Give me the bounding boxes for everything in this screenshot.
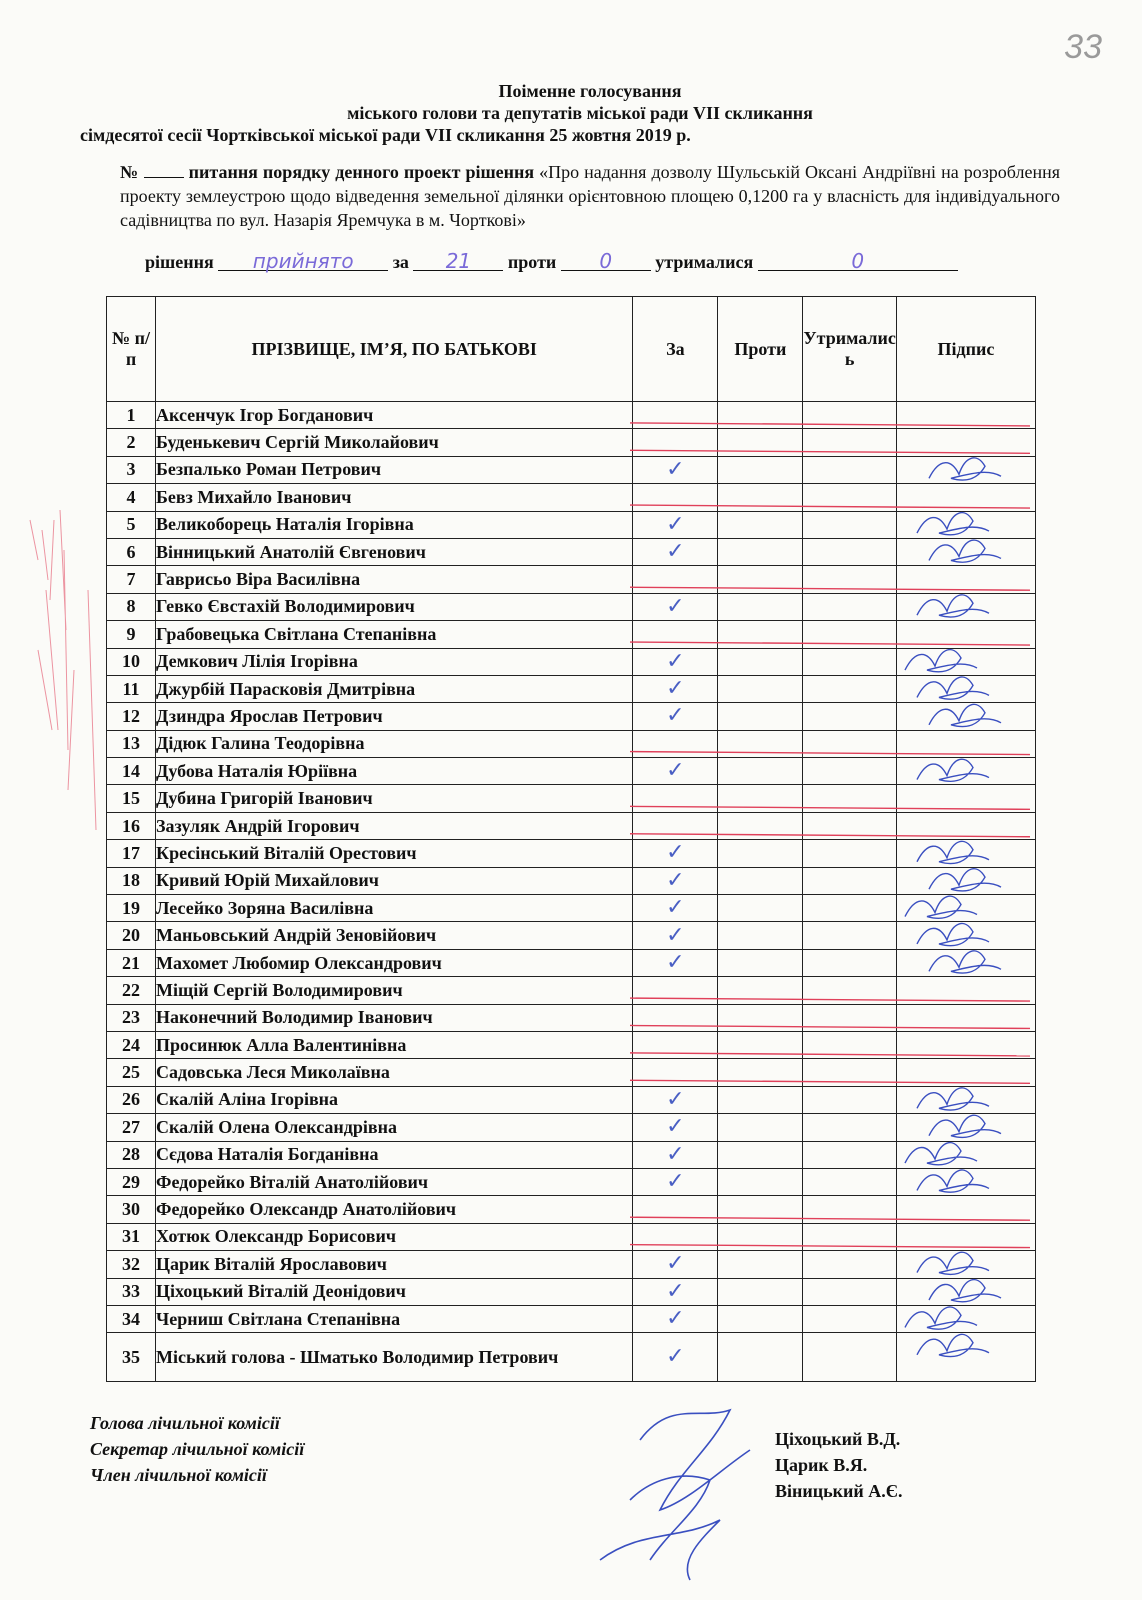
row-num: 7	[107, 566, 156, 593]
row-yes-mark: ✓	[633, 922, 718, 949]
row-name: Міщій Сергій Володимирович	[156, 977, 633, 1004]
decision-label: рішення	[145, 252, 214, 272]
row-name: Грабовецька Світлана Степанівна	[156, 621, 633, 648]
row-name: Бевз Михайло Іванович	[156, 484, 633, 511]
row-name: Дубина Григорій Іванович	[156, 785, 633, 812]
header-line-3: сімдесятої сесії Чортківської міської ради VII скликання 25 жовтня 2019 р.	[80, 125, 691, 145]
row-num: 8	[107, 593, 156, 620]
row-name: Дзиндра Ярослав Петрович	[156, 703, 633, 730]
member-signature	[929, 458, 1001, 480]
row-yes-mark: ✓	[633, 1251, 718, 1278]
row-yes-mark: ✓	[633, 895, 718, 922]
row-name: Скалій Олена Олександрівна	[156, 1114, 633, 1141]
row-yes-mark: ✓	[633, 675, 718, 702]
row-num: 32	[107, 1251, 156, 1278]
row-num: 10	[107, 648, 156, 675]
row-num: 12	[107, 703, 156, 730]
row-yes-mark: ✓	[633, 648, 718, 675]
row-num: 24	[107, 1031, 156, 1058]
row-num: 20	[107, 922, 156, 949]
for-label: за	[392, 252, 409, 272]
strike-line	[630, 423, 1030, 426]
row-name: Лесейко Зоряна Василівна	[156, 895, 633, 922]
member-signature	[929, 1280, 1001, 1302]
row-num: 33	[107, 1278, 156, 1305]
row-num: 19	[107, 895, 156, 922]
row-name: Дідюк Галина Теодорівна	[156, 730, 633, 757]
row-yes-mark: ✓	[633, 593, 718, 620]
row-name: Джурбій Парасковія Дмитрівна	[156, 675, 633, 702]
header-signature: Підпис	[896, 297, 1035, 402]
row-num: 29	[107, 1168, 156, 1195]
header-name: ПРІЗВИЩЕ, ІМ’Я, ПО БАТЬКОВІ	[156, 297, 633, 402]
row-name: Буденькевич Сергій Миколайович	[156, 429, 633, 456]
row-name: Маньовський Андрій Зеновійович	[156, 922, 633, 949]
row-name: Сєдова Наталія Богданівна	[156, 1141, 633, 1168]
strike-line	[630, 1025, 1030, 1028]
header-line-2: міського голови та депутатів міської ради VII скликання	[347, 103, 813, 123]
row-num: 28	[107, 1141, 156, 1168]
member-signature	[917, 513, 989, 535]
strike-line	[630, 834, 1030, 837]
row-yes-mark: ✓	[633, 456, 718, 483]
row-yes-mark: ✓	[633, 1141, 718, 1168]
row-yes-mark: ✓	[633, 1305, 718, 1332]
row-name: Дубова Наталія Юріївна	[156, 758, 633, 785]
member-label: Член лічильної комісії	[90, 1465, 267, 1485]
row-name: Аксенчук Ігор Богданович	[156, 402, 633, 429]
header-yes: За	[633, 297, 718, 402]
row-num: 16	[107, 812, 156, 839]
against-value: 0	[561, 252, 651, 271]
agenda-number-label: №	[120, 162, 139, 182]
for-value: 21	[413, 252, 503, 271]
agenda-bold-part: питання порядку денного проект рішення	[188, 162, 535, 182]
row-name: Вінницький Анатолій Євгенович	[156, 538, 633, 565]
row-name: Кресінський Віталій Орестович	[156, 840, 633, 867]
row-yes-mark: ✓	[633, 1168, 718, 1195]
row-num: 4	[107, 484, 156, 511]
row-name: Ціхоцький Віталій Деонідович	[156, 1278, 633, 1305]
agenda-text: «Про надання дозволу Шульській Оксані Андріївні на розроблення проекту землеустрою щодо відведення земельної ділянки орієнтовною площею 0,1200 га у власність для індивідуального садівництва по вул. Назарія Яремчука в м. Чорткові»	[120, 162, 1061, 230]
strike-line	[630, 752, 1030, 755]
row-yes-mark: ✓	[633, 538, 718, 565]
member-signature	[917, 1170, 989, 1192]
row-name: Федорейко Олександр Анатолійович	[156, 1196, 633, 1223]
abstained-label: утрималися	[655, 252, 754, 272]
member-signature	[917, 1334, 989, 1356]
row-num: 13	[107, 730, 156, 757]
member-signature	[929, 869, 1001, 891]
abstained-value: 0	[758, 252, 958, 271]
row-yes-mark: ✓	[633, 1278, 718, 1305]
row-num: 25	[107, 1059, 156, 1086]
row-yes-mark: ✓	[633, 1114, 718, 1141]
row-yes-mark: ✓	[633, 703, 718, 730]
member-signature	[929, 1115, 1001, 1137]
strike-line	[630, 806, 1030, 809]
row-name: Зазуляк Андрій Ігорович	[156, 812, 633, 839]
strike-line	[630, 450, 1030, 453]
row-num: 14	[107, 758, 156, 785]
against-label: проти	[507, 252, 557, 272]
secretary-label: Секретар лічильної комісії	[90, 1439, 305, 1459]
row-num: 5	[107, 511, 156, 538]
strike-line	[630, 505, 1030, 508]
member-signature	[929, 540, 1001, 562]
strike-line	[630, 1217, 1030, 1220]
row-num: 17	[107, 840, 156, 867]
row-num: 1	[107, 402, 156, 429]
row-num: 15	[107, 785, 156, 812]
row-name: Гевко Євстахій Володимирович	[156, 593, 633, 620]
row-num: 21	[107, 949, 156, 976]
secretary-name: Царик В.Я.	[775, 1455, 868, 1475]
strike-line	[630, 642, 1030, 645]
row-name: Міський голова - Шматько Володимир Петрович	[156, 1333, 633, 1382]
row-num: 30	[107, 1196, 156, 1223]
row-name: Безпалько Роман Петрович	[156, 456, 633, 483]
row-num: 11	[107, 675, 156, 702]
row-num: 3	[107, 456, 156, 483]
row-num: 6	[107, 538, 156, 565]
row-num: 9	[107, 621, 156, 648]
row-name: Кривий Юрій Михайлович	[156, 867, 633, 894]
row-name: Великоборець Наталія Ігорівна	[156, 511, 633, 538]
member-signature	[929, 704, 1001, 726]
strike-line	[630, 1245, 1030, 1248]
row-yes-mark: ✓	[633, 758, 718, 785]
chair-name: Ціхоцький В.Д.	[775, 1429, 901, 1449]
row-yes-mark: ✓	[633, 840, 718, 867]
row-num: 31	[107, 1223, 156, 1250]
member-signature	[917, 759, 989, 781]
row-name: Черниш Світлана Степанівна	[156, 1305, 633, 1332]
row-name: Скалій Аліна Ігорівна	[156, 1086, 633, 1113]
header-no: Проти	[718, 297, 803, 402]
row-num: 26	[107, 1086, 156, 1113]
strike-line	[630, 587, 1030, 590]
row-yes-mark: ✓	[633, 511, 718, 538]
row-yes-mark: ✓	[633, 949, 718, 976]
commission-signature	[600, 1410, 750, 1580]
page-number: 33	[1064, 28, 1102, 66]
header-title: Поіменне голосування	[498, 81, 682, 101]
row-num: 2	[107, 429, 156, 456]
row-name: Гаврисьо Віра Василівна	[156, 566, 633, 593]
member-signature	[905, 1143, 977, 1165]
member-signature	[917, 924, 989, 946]
row-num: 35	[107, 1333, 156, 1382]
row-name: Махомет Любомир Олександрович	[156, 949, 633, 976]
row-name: Федорейко Віталій Анатолійович	[156, 1168, 633, 1195]
member-signature	[905, 1307, 977, 1329]
member-signature	[917, 1088, 989, 1110]
row-name: Хотюк Олександр Борисович	[156, 1223, 633, 1250]
member-signature	[929, 951, 1001, 973]
member-signature	[905, 650, 977, 672]
row-num: 22	[107, 977, 156, 1004]
row-name: Демкович Лілія Ігорівна	[156, 648, 633, 675]
member-signature	[917, 595, 989, 617]
decision-value: прийнято	[218, 252, 388, 271]
red-margin-marks	[30, 510, 96, 830]
member-name: Віницький А.Є.	[775, 1481, 903, 1501]
row-yes-mark: ✓	[633, 1333, 718, 1382]
chair-label: Голова лічильної комісії	[90, 1413, 280, 1433]
row-name: Садовська Леся Миколаївна	[156, 1059, 633, 1086]
member-signature	[917, 1252, 989, 1274]
row-num: 34	[107, 1305, 156, 1332]
member-signature	[917, 677, 989, 699]
header-abstained: Утрималис ь	[803, 297, 896, 402]
row-yes-mark: ✓	[633, 867, 718, 894]
row-num: 27	[107, 1114, 156, 1141]
row-num: 18	[107, 867, 156, 894]
header-num: № п/п	[107, 297, 156, 402]
member-signature	[905, 896, 977, 918]
row-num: 23	[107, 1004, 156, 1031]
row-name: Просинюк Алла Валентинівна	[156, 1031, 633, 1058]
member-signature	[917, 841, 989, 863]
row-name: Царик Віталій Ярославович	[156, 1251, 633, 1278]
strike-line	[630, 998, 1030, 1001]
strike-line	[630, 1053, 1030, 1056]
row-yes-mark: ✓	[633, 1086, 718, 1113]
strike-line	[630, 1080, 1030, 1083]
row-name: Наконечний Володимир Іванович	[156, 1004, 633, 1031]
